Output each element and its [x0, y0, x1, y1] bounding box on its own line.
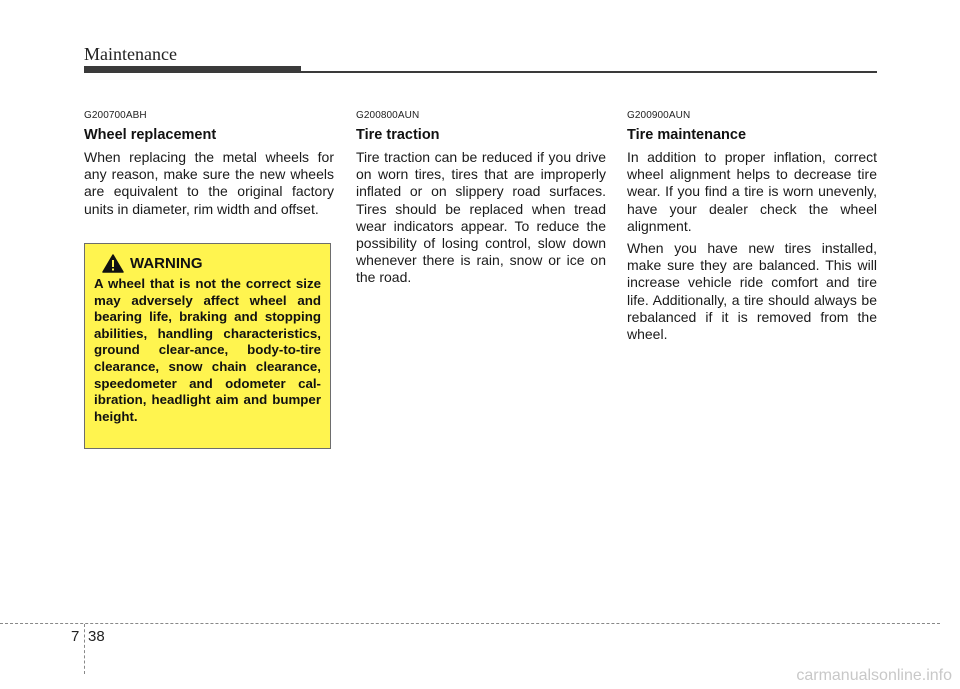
footer-divider — [0, 623, 940, 624]
section-heading: Wheel replacement — [84, 127, 217, 143]
warning-header — [102, 254, 321, 273]
header-rule-thin — [84, 71, 877, 73]
section-code: G200700ABH — [84, 110, 147, 121]
section-tire-maintenance — [627, 110, 877, 348]
section-paragraph: When replacing the metal wheels for any reason, make sure the new wheels are equivalent to the original factory units in diameter, rim width and offset. — [84, 149, 334, 217]
page-number: 38 — [88, 628, 105, 645]
section-paragraph: In addition to proper inflation, correct wheel alignment helps to decrease tire wear. If you find a tire is worn unevenly, have your dealer check the wheel alignment. — [627, 149, 877, 234]
section-tire-traction — [356, 110, 606, 292]
chapter-number: 7 — [71, 628, 80, 645]
footer-page-divider — [84, 624, 85, 674]
warning-box — [84, 243, 331, 449]
warning-text: A wheel that is not the correct size may adversely affect wheel and bearing life, braking and stopping abilities, handling characteristics, ground clear-ance, body-to-tire clearance, snow chain clearance, speedometer and odometer cal-ibration, headlight aim and bumper height. — [94, 276, 321, 424]
warning-triangle-icon — [102, 254, 124, 273]
section-paragraph: Tire traction can be reduced if you drive on worn tires, tires that are improperly inflated or on slippery road surfaces. Tires should be replaced when tread wear indicators appear. To reduce the possibility of losing control, slow down whenever there is rain, snow or ice on the road. — [356, 149, 606, 286]
watermark-text: carmanualsonline.info — [796, 667, 952, 684]
warning-title: WARNING — [130, 255, 203, 272]
section-heading: Tire maintenance — [627, 127, 747, 143]
section-heading: Tire traction — [356, 127, 440, 143]
page-header-title: Maintenance — [84, 44, 177, 64]
section-code: G200900AUN — [627, 110, 691, 121]
section-paragraph: When you have new tires installed, make sure they are balanced. This will increase vehicle ride comfort and tire life. Additionally, a tire should always be rebalanced if it is removed from the wheel. — [627, 240, 877, 343]
section-wheel-replacement — [84, 110, 334, 223]
section-code: G200800AUN — [356, 110, 420, 121]
